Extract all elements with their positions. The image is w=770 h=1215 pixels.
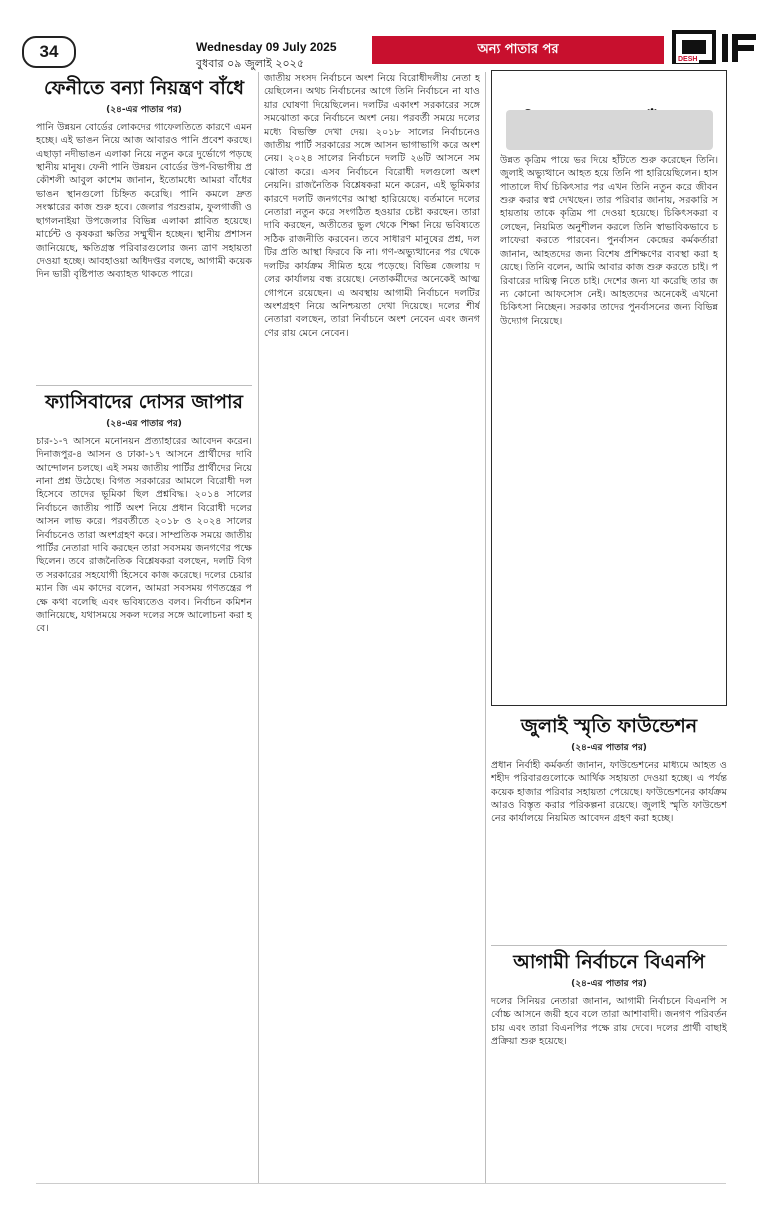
- foundation-body: প্রধান নির্বাহী কর্মকর্তা জানান, ফাউন্ডেশনের মাধ্যমে আহত ও শহীদ পরিবারগুলোকে আর্থিক সহায়তা দেওয়া হচ্ছে। এ পর্যন্ত কয়েক হাজার পরিবার সহায়তা পেয়েছে। ফাউন্ডেশনের কার্যক্রম আরও বিস্তৃত করার পরিকল্পনা রয়েছে। জুলাই স্মৃতি ফাউন্ডেশনের কার্যালয়ে নিয়মিত আবেদন গ্রহণ করা হচ্ছে।: [491, 759, 727, 825]
- column-left: [36, 72, 252, 1141]
- bnp-body: দলের সিনিয়র নেতারা জানান, আগামী নির্বাচনে বিএনপি সর্বোচ্চ আসনে জয়ী হবে বলে তারা আশাবাদী। জনগণ পরিবর্তন চায় এবং তারা বিএনপির পক্ষে রায় দেবে। দলের প্রার্থী বাছাই প্রক্রিয়া শুরু হয়েছে।: [491, 995, 727, 1047]
- flood-jump: (২৪-এর পাতার পর): [106, 104, 182, 115]
- page-number: 34: [22, 36, 76, 68]
- page-header: [0, 0, 770, 70]
- footer-rule: [36, 1183, 726, 1184]
- bnp-jump: (২৪-এর পাতার পর): [571, 978, 647, 989]
- middle-body: জাতীয় সংসদ নির্বাচনে অংশ নিয়ে বিরোধীদলীয় নেতা হয়েছিলেন। অথচ নির্বাচনের আগে তিনি নির্বাচনে না যাওয়ার ঘোষণা দিয়েছিলেন। দলটির একাংশ সরকারের সঙ্গে সমঝোতা করে নির্বাচনে অংশ নেয়। পরবর্তী সময়ে দলের মধ্যে বিভক্তি দেখা দেয়। ২০১৮ সালের নির্বাচনেও জাতীয় পার্টি সরকারের সঙ্গে আসন ভাগাভাগি করে অংশ নেয়। ২০২৪ সালের নির্বাচনে দলটি ২৬টি আসনে সমঝোতা করে। এসব নির্বাচনে বিরোধী দলগুলো অংশ নেয়নি। রাজনৈতিক বিশ্লেষকরা মনে করেন, এই ভূমিকার কারণে দলটি জনগণের আস্থা হারিয়েছে। বর্তমানে দলের নেতারা নতুন করে সংগঠিত হওয়ার চেষ্টা করছেন। তারা দাবি করছেন, অতীতের ভুল থেকে শিক্ষা নিয়ে ভবিষ্যতে সঠিক রাজনীতি করবেন। তবে সাধারণ মানুষের প্রশ্ন, দলটির প্রতি আস্থা ফিরবে কি না। গণ-অভ্যুত্থানের পর থেকে দলটির কার্যক্রম সীমিত হয়ে পড়েছে। বিভিন্ন জেলায় দলের কার্যালয় বন্ধ রয়েছে। নেতাকর্মীদের অনেকেই আত্মগোপনে রয়েছেন। এ অবস্থায় আগামী নির্বাচনে দলটির অংশগ্রহণ নিয়ে অনিশ্চয়তা দেখা দিয়েছে। দলের শীর্ষ নেতারা বলছেন, তারা নির্বাচনে অংশ নেবেন এবং জনগণের রায় মেনে নেবেন।: [264, 73, 480, 339]
- flood-headline: ফেনীতে বন্যা নিয়ন্ত্রণ বাঁধে: [43, 77, 245, 99]
- section-label: অন্য পাতার পর: [372, 36, 664, 64]
- column-rule: [485, 72, 486, 1184]
- bnp-headline: আগামী নির্বাচনে বিএনপি: [513, 950, 705, 973]
- date-bangla: বুধবার ০৯ জুলাই ২০২৫: [196, 57, 304, 70]
- foundation-headline: জুলাই স্মৃতি ফাউন্ডেশন: [520, 715, 698, 737]
- column-rule: [258, 72, 259, 1184]
- artificial-leg-body: উন্নত কৃত্রিম পায়ে ভর দিয়ে হাঁটতে শুরু করেছেন তিনি। জুলাই অভ্যুত্থানে আহত হয়ে তিনি পা হারিয়েছিলেন। হাসপাতালে দীর্ঘ চিকিৎসার পর এখন তিনি নতুন করে জীবন শুরু করার স্বপ্ন দেখছেন। তার পরিবার জানায়, সরকারি সহায়তায় তাকে কৃত্রিম পা দেওয়া হয়েছে। চিকিৎসকরা বলেছেন, নিয়মিত অনুশীলন করলে তিনি স্বাভাবিকভাবে চলাফেরা করতে পারবেন। পুনর্বাসন কেন্দ্রের কর্মকর্তারা জানান, আহতদের জন্য বিশেষ প্রশিক্ষণের ব্যবস্থা করা হয়েছে। তিনি বলেন, আমি আবার কাজ শুরু করতে চাই। পরিবারের দায়িত্ব নিতে চাই। দেশের জন্য যা করেছি তার জন্য কোনো আফসোস নেই। আহতদের অনেকেই এখনো চিকিৎসা নিচ্ছেন। সরকার তাদের পুনর্বাসনের জন্য বিভিন্ন উদ্যোগ নিয়েছে।: [500, 154, 718, 327]
- foundation-jump: (২৪-এর পাতার পর): [571, 742, 647, 753]
- divider: [36, 385, 252, 386]
- artificial-leg-box: [491, 70, 727, 706]
- divider: [491, 945, 727, 946]
- column-middle: [264, 72, 480, 1170]
- column-right-center: [491, 70, 727, 1215]
- fascist-headline: ফ্যাসিবাদের দোসর জাপার: [45, 390, 243, 413]
- flood-body: পানি উন্নয়ন বোর্ডের লোকদের গাফেলতিতে কারণে এমন হচ্ছে। এই ভাঙন নিয়ে আজ আবারও পানি প্রবেশ করছে। এছাড়া নদীভাঙন এলাকা নিয়ে নতুন করে দুর্ভোগে পড়ছে স্থানীয় মানুষ। ফেনী পানি উন্নয়ন বোর্ডের উপ-বিভাগীয় প্রকৌশলী আবুল কাশেম জানান, ইতোমধ্যে আমরা বাঁধের ভাঙন স্থানগুলো চিহ্নিত করেছি। পানি কমলে দ্রুত সংস্কারের কাজ শুরু হবে। জেলার পরশুরাম, ফুলগাজী ও ছাগলনাইয়া উপজেলার বিভিন্ন এলাকা প্লাবিত হয়েছে। মার্চেন্ট ও কৃষকরা ক্ষতির সম্মুখীন হচ্ছেন। স্থানীয় প্রশাসন জানিয়েছে, ক্ষতিগ্রস্ত পরিবারগুলোর জন্য ত্রাণ সহায়তা দেওয়া হচ্ছে। আবহাওয়া অধিদপ্তর বলছে, আগামী কয়েক দিন ভারী বৃষ্টিপাত অব্যাহত থাকতে পারে।: [36, 121, 252, 281]
- fascist-jump: (২৪-এর পাতার পর): [106, 418, 182, 429]
- fascist-body: চার-১-৭ আসনে মনোনয়ন প্রত্যাহারের আবেদন করেন। দিনাজপুর-৪ আসন ও ঢাকা-১৭ আসনে প্রার্থীদের দাবি আন্দোলন চলছে। এই সময় জাতীয় পার্টির প্রার্থীদের নিয়ে নানা প্রশ্ন উঠেছে। বিগত সরকারের আমলে বিরোধী দল হিসেবে তাদের ভূমিকা ছিল প্রশ্নবিদ্ধ। ২০১৪ সালের নির্বাচনে জাতীয় পার্টি অংশ নিয়ে প্রধান বিরোধী দলের আসন লাভ করে। পরবর্তীতে ২০১৮ ও ২০২৪ সালের নির্বাচনেও তারা অংশগ্রহণ করে। সাম্প্রতিক সময়ে জাতীয় পার্টির নেতারা দাবি করছেন তারা সবসময় জনগণের পক্ষে ছিলেন। তবে রাজনৈতিক বিশ্লেষকরা বলছেন, দলটি বিগত সরকারের সহযোগী হিসেবে কাজ করেছে। দলের চেয়ারম্যান জি এম কাদের বলেন, আমরা সবসময় গণতন্ত্রের পক্ষে কথা বলেছি এবং ভবিষ্যতেও বলব। নির্বাচন কমিশন জানিয়েছে, যথাসময়ে সকল দলের সঙ্গে আলোচনা করা হবে।: [36, 435, 252, 635]
- logo-text: DESH: [678, 56, 698, 63]
- date-english: Wednesday 09 July 2025: [196, 40, 337, 54]
- newspaper-logo: [672, 30, 760, 66]
- headline-banner-shade: [506, 110, 713, 150]
